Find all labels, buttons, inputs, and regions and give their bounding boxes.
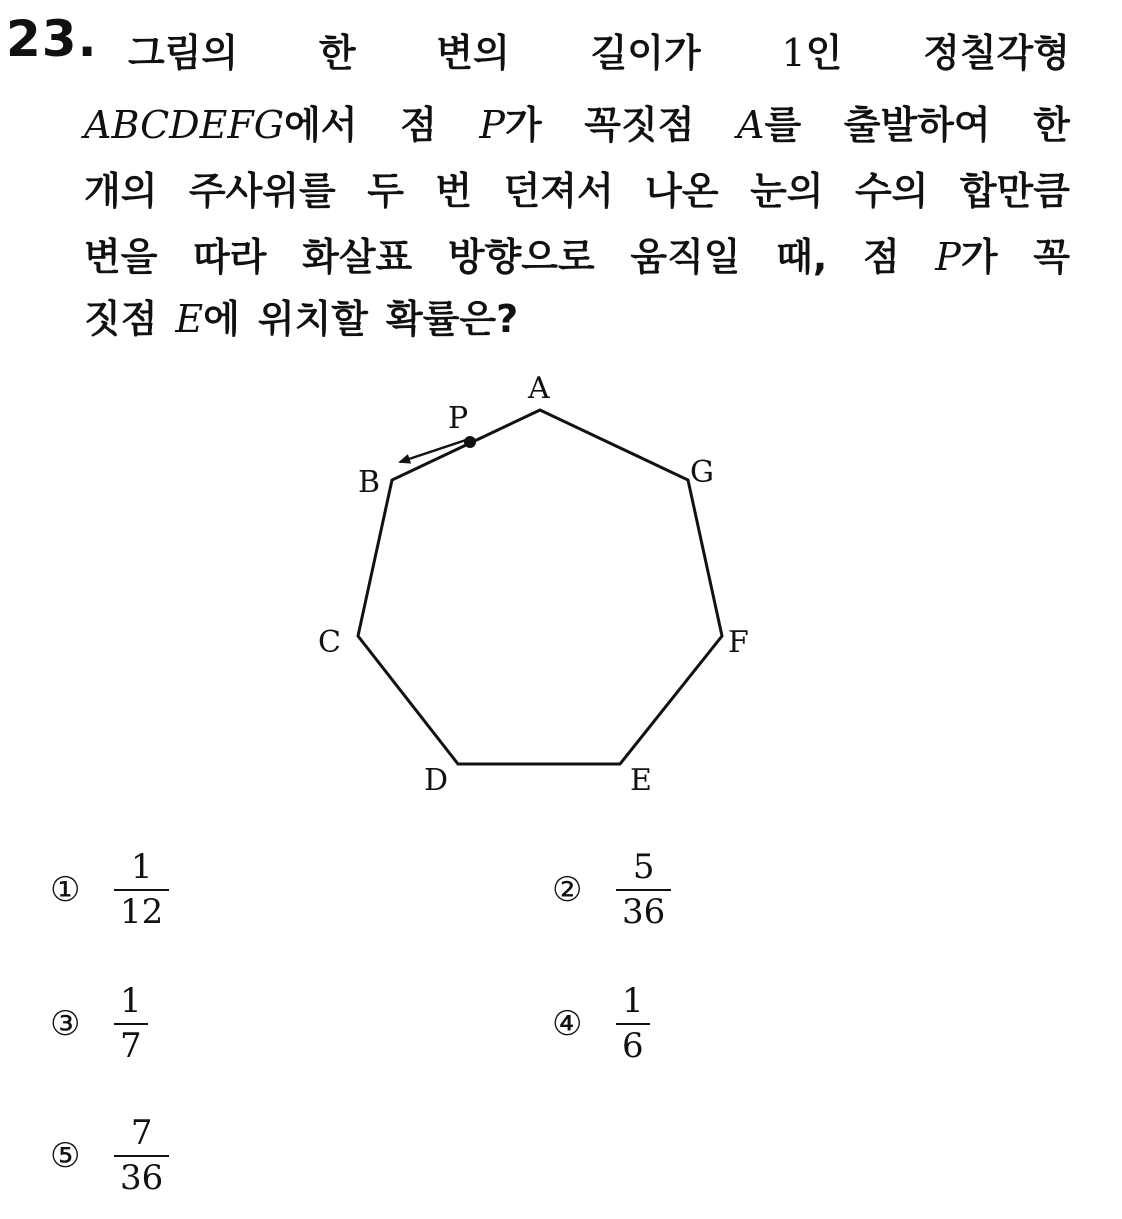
word: 나온 [645, 169, 719, 213]
numerator: 1 [120, 981, 142, 1021]
denominator: 7 [120, 1026, 142, 1067]
math-symbol: P [935, 235, 961, 279]
text-fragment: 를 [764, 103, 802, 147]
numerator: 1 [622, 981, 644, 1021]
word: 한 [1033, 103, 1070, 147]
word: 때, [776, 235, 828, 279]
vertex-label-g: G [690, 455, 714, 490]
word: 점 [862, 235, 900, 279]
word: 던져서 [503, 169, 614, 213]
choice-5[interactable] [50, 1114, 169, 1198]
denominator: 12 [120, 892, 164, 933]
choice-4[interactable] [552, 982, 650, 1066]
text-fragment: 에 [203, 297, 240, 341]
word: 한 [318, 31, 356, 75]
question-number: 23. [6, 10, 98, 68]
numerator: 1 [130, 847, 153, 887]
word: 확률은? [386, 297, 519, 341]
word: 주사위를 [188, 169, 336, 213]
math-symbol: ABCDEFG [84, 103, 285, 147]
numerator: 5 [632, 847, 655, 887]
word: 변의 [436, 31, 510, 75]
math-number: 1 [781, 31, 806, 75]
math-symbol: P [479, 103, 505, 147]
word: 정칠각형 [923, 31, 1070, 75]
choice-marker: ① [50, 870, 81, 911]
fraction [616, 982, 650, 1066]
point-p-label: P [448, 401, 469, 436]
word: 눈의 [750, 169, 824, 213]
word: 길이가 [590, 31, 701, 75]
text-fragment: 가 [504, 103, 542, 147]
word: 따라 [193, 235, 267, 279]
vertex-label-b: B [358, 465, 381, 500]
vertex-label-d: D [424, 763, 449, 798]
word: 번 [435, 169, 473, 213]
choice-3[interactable] [50, 982, 148, 1066]
numerator: 7 [130, 1113, 153, 1153]
denominator: 36 [622, 892, 666, 933]
vertex-label-e: E [630, 763, 652, 798]
word: 수의 [854, 169, 929, 213]
choice-marker: ⑤ [50, 1136, 81, 1177]
fraction [114, 1114, 169, 1198]
word: 출발하여 [843, 103, 991, 147]
vertex-label-f: F [728, 625, 749, 660]
fraction [616, 848, 671, 932]
math-symbol: E [175, 297, 204, 341]
word: 점 [400, 103, 437, 147]
word: 방향으로 [447, 235, 595, 279]
fraction [114, 982, 148, 1066]
word: 짓점 [84, 297, 158, 341]
word: 합만큼 [959, 169, 1070, 213]
word: 위치할 [257, 297, 369, 341]
word: 개의 [84, 169, 158, 213]
text-fragment: 에서 [284, 103, 358, 147]
heptagon-outline [358, 410, 722, 764]
fraction [114, 848, 169, 932]
denominator: 36 [120, 1158, 164, 1199]
vertex-label-c: C [318, 625, 341, 660]
denominator: 6 [622, 1026, 644, 1067]
choice-1[interactable] [50, 848, 169, 932]
choice-marker: ② [552, 870, 583, 911]
word: 꼭 [1033, 235, 1070, 279]
word: 두 [367, 169, 404, 213]
vertex-label-a: A [528, 371, 550, 406]
choice-2[interactable] [552, 848, 671, 932]
word: 꼭짓점 [584, 103, 695, 147]
word: 그림의 [128, 31, 239, 75]
choice-marker: ④ [552, 1004, 583, 1045]
point-p-dot [464, 436, 476, 448]
word: 변을 [84, 235, 158, 279]
text-fragment: 인 [805, 31, 843, 75]
word: 화살표 [302, 235, 413, 279]
math-symbol: A [737, 103, 765, 147]
word: 움직일 [630, 235, 741, 279]
choice-marker: ③ [50, 1004, 81, 1045]
text-fragment: 가 [960, 235, 998, 279]
